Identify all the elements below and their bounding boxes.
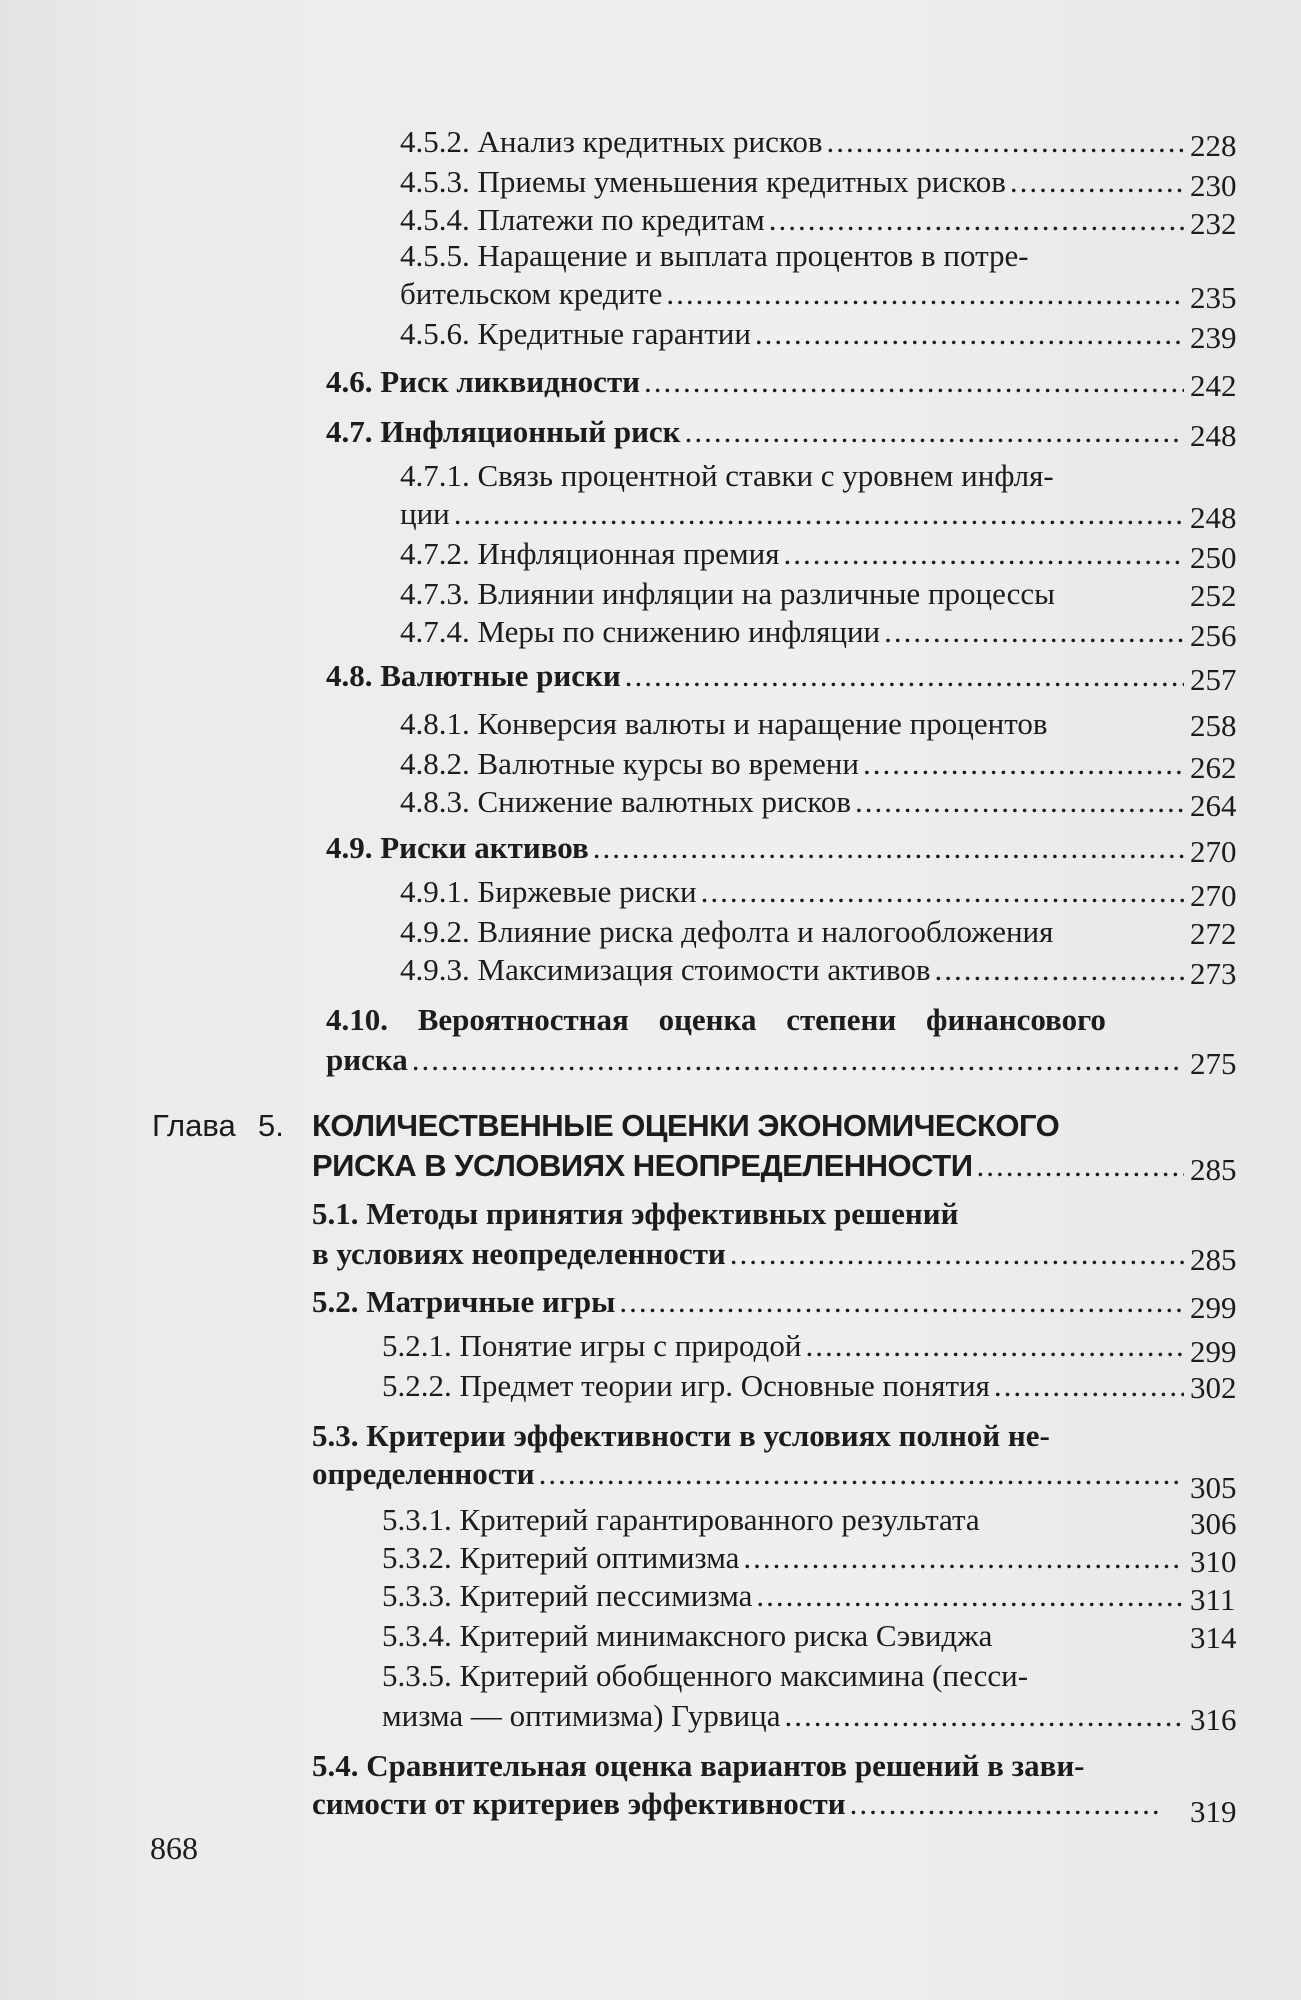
toc-entry-title-cont: мизма — оптимизма) Гурвица	[382, 1698, 781, 1733]
toc-entry-page: 299	[1190, 1290, 1237, 1325]
toc-entry-page: 305	[1190, 1470, 1237, 1505]
chapter-title: КОЛИЧЕСТВЕННЫЕ ОЦЕНКИ ЭКОНОМИЧЕСКОГО	[312, 1108, 1060, 1143]
toc-entry-title: 4.5.3. Приемы уменьшения кредитных рисков	[400, 164, 1006, 199]
toc-entry-page: 285	[1190, 1242, 1237, 1277]
toc-section	[0, 1746, 1301, 1786]
toc-entry	[0, 1366, 1301, 1406]
toc-entry-page: 230	[1190, 168, 1237, 203]
toc-section-title-cont: симости от критериев эффективности	[312, 1786, 846, 1821]
toc-entry-title: 4.7.4. Меры по снижению инфляции	[400, 614, 881, 649]
toc-section	[0, 1416, 1301, 1456]
toc-entry	[0, 872, 1301, 912]
toc-entry-page: 252	[1190, 578, 1237, 613]
toc-entry	[0, 1576, 1301, 1616]
toc-entry	[0, 574, 1301, 614]
chapter-heading	[0, 1106, 1301, 1146]
toc-section-title-cont: риска	[326, 1042, 408, 1077]
toc-entry-page: 272	[1190, 916, 1237, 951]
toc-entry-title: 4.8.3. Снижение валютных рисков	[400, 784, 851, 819]
toc-entry	[0, 122, 1301, 162]
toc-section-title: 5.1. Методы принятия эффективных решений	[312, 1196, 959, 1231]
toc-section-title: 4.8. Валютные риски	[326, 658, 621, 693]
toc-entry	[0, 950, 1301, 990]
toc-section	[0, 1194, 1301, 1234]
toc-section-title: 4.7. Инфляционный риск	[326, 414, 681, 449]
toc-entry-page: 270	[1190, 878, 1237, 913]
toc-entry-title: 4.5.4. Платежи по кредитам	[400, 202, 765, 237]
toc-section	[0, 362, 1301, 402]
chapter-title-cont: РИСКА В УСЛОВИЯХ НЕОПРЕДЕЛЕННОСТИ	[312, 1148, 973, 1183]
toc-entry-page: 299	[1190, 1334, 1237, 1369]
toc-entry-title: 4.5.6. Кредитные гарантии	[400, 316, 751, 351]
toc-entry-page: 262	[1190, 750, 1237, 785]
toc-entry-title: 5.3.2. Критерий оптимизма	[382, 1540, 740, 1575]
toc-entry-title: 5.2.2. Предмет теории игр. Основные понятия	[382, 1368, 990, 1403]
toc-entry-page: 239	[1190, 320, 1237, 355]
toc-entry-title: 5.2.1. Понятие игры с природой	[382, 1328, 802, 1363]
toc-entry-title: 5.3.1. Критерий гарантированного результата	[382, 1502, 980, 1537]
toc-entry	[0, 314, 1301, 354]
toc-entry-page: 314	[1190, 1620, 1237, 1655]
toc-section	[0, 656, 1301, 696]
toc-entry-page: 250	[1190, 540, 1237, 575]
toc-entry-page: 302	[1190, 1370, 1237, 1405]
toc-section-title-cont: в условиях неопределенности	[312, 1236, 726, 1271]
toc-section-title: 5.2. Матричные игры	[312, 1284, 616, 1319]
toc-entry-title: 5.3.3. Критерий пессимизма	[382, 1578, 753, 1613]
toc-entry-title-cont: ции	[400, 496, 450, 531]
toc-entry	[0, 1538, 1301, 1578]
toc-entry-page: 264	[1190, 788, 1237, 823]
toc-entry-continuation	[0, 1696, 1301, 1736]
toc-entry-continuation	[0, 494, 1301, 534]
toc-section	[0, 412, 1301, 452]
toc-entry-page: 235	[1190, 280, 1237, 315]
toc-entry-page: 273	[1190, 956, 1237, 991]
toc-entry-page: 319	[1190, 1794, 1237, 1829]
toc-entry-title: 4.5.5. Наращение и выплата процентов в потре-	[400, 238, 1029, 273]
toc-section-title: 5.4. Сравнительная оценка вариантов решений в зави-	[312, 1748, 1085, 1783]
toc-entry-title: 4.9.3. Максимизация стоимости активов	[400, 952, 931, 987]
toc-section	[0, 1282, 1301, 1325]
toc-entry	[0, 744, 1301, 784]
toc-entry-title: 4.7.2. Инфляционная премия	[400, 536, 780, 571]
toc-entry-page: 242	[1190, 368, 1237, 403]
toc-entry-title-cont: бительском кредите	[400, 276, 663, 311]
toc-entry-page: 316	[1190, 1702, 1237, 1737]
toc-entry	[0, 1326, 1301, 1369]
toc-entry	[0, 236, 1301, 276]
toc-entry-title: 5.3.5. Критерий обобщенного максимина (песси-	[382, 1658, 1029, 1693]
chapter-label: Глава	[152, 1108, 236, 1143]
toc-entry-title: 4.9.2. Влияние риска дефолта и налогообложения	[400, 914, 1054, 949]
toc-entry-title: 4.7.3. Влиянии инфляции на различные процессы	[400, 576, 1055, 611]
toc-entry-page: 257	[1190, 662, 1237, 697]
toc-entry-title: 4.7.1. Связь процентной ставки с уровнем инфля-	[400, 458, 1054, 493]
toc-entry-page: 228	[1190, 128, 1237, 163]
toc-section-continuation	[0, 1784, 1301, 1829]
toc-entry	[0, 1500, 1301, 1540]
toc-entry-page: 311	[1190, 1582, 1236, 1617]
chapter-page: 285	[1190, 1152, 1237, 1187]
toc-section-title: 5.3. Критерии эффективности в условиях полной не-	[312, 1418, 1050, 1453]
toc-entry-page: 310	[1190, 1544, 1237, 1579]
toc-section	[0, 828, 1301, 868]
toc-entry	[0, 200, 1301, 240]
toc-entry-title: 4.5.2. Анализ кредитных рисков	[400, 124, 823, 159]
toc-entry	[0, 1656, 1301, 1696]
chapter-number: 5.	[258, 1108, 284, 1143]
toc-entry-page: 275	[1190, 1046, 1237, 1081]
toc-section-title: 4.6. Риск ликвидности	[326, 364, 641, 399]
toc-entry	[0, 1616, 1301, 1656]
page-number: 868	[150, 1830, 198, 1866]
toc-entry-title: 4.8.2. Валютные курсы во времени	[400, 746, 859, 781]
toc-section	[0, 1000, 1301, 1040]
toc-entry-page: 248	[1190, 418, 1237, 453]
toc-entry-page: 270	[1190, 834, 1237, 869]
toc-entry	[0, 456, 1301, 496]
toc-entry-title: 4.8.1. Конверсия валюты и наращение процентов	[400, 706, 1048, 741]
toc-section-title: 4.10. Вероятностная оценка степени финансового	[326, 1002, 1106, 1037]
toc-entry	[0, 162, 1301, 202]
toc-entry	[0, 534, 1301, 574]
toc-entry-title: 4.9.1. Биржевые риски	[400, 874, 697, 909]
toc-entry-page: 232	[1190, 206, 1237, 241]
toc-section-continuation	[0, 1234, 1301, 1277]
toc-section-continuation	[0, 1454, 1301, 1505]
toc-entry	[0, 704, 1301, 744]
toc-section-continuation	[0, 1040, 1301, 1080]
toc-entry	[0, 612, 1301, 652]
toc-section-title: 4.9. Риски активов	[326, 830, 589, 865]
toc-entry-continuation	[0, 274, 1301, 314]
toc-entry-page: 258	[1190, 708, 1237, 743]
toc-entry	[0, 912, 1301, 952]
toc-entry-page: 256	[1190, 618, 1237, 653]
chapter-heading-continuation	[0, 1146, 1301, 1186]
toc-entry-page: 306	[1190, 1506, 1237, 1541]
toc-entry-title: 5.3.4. Критерий минимаксного риска Сэвиджа	[382, 1618, 993, 1653]
toc-entry	[0, 782, 1301, 822]
toc-section-title-cont: определенности	[312, 1456, 535, 1491]
toc-entry-page: 248	[1190, 500, 1237, 535]
